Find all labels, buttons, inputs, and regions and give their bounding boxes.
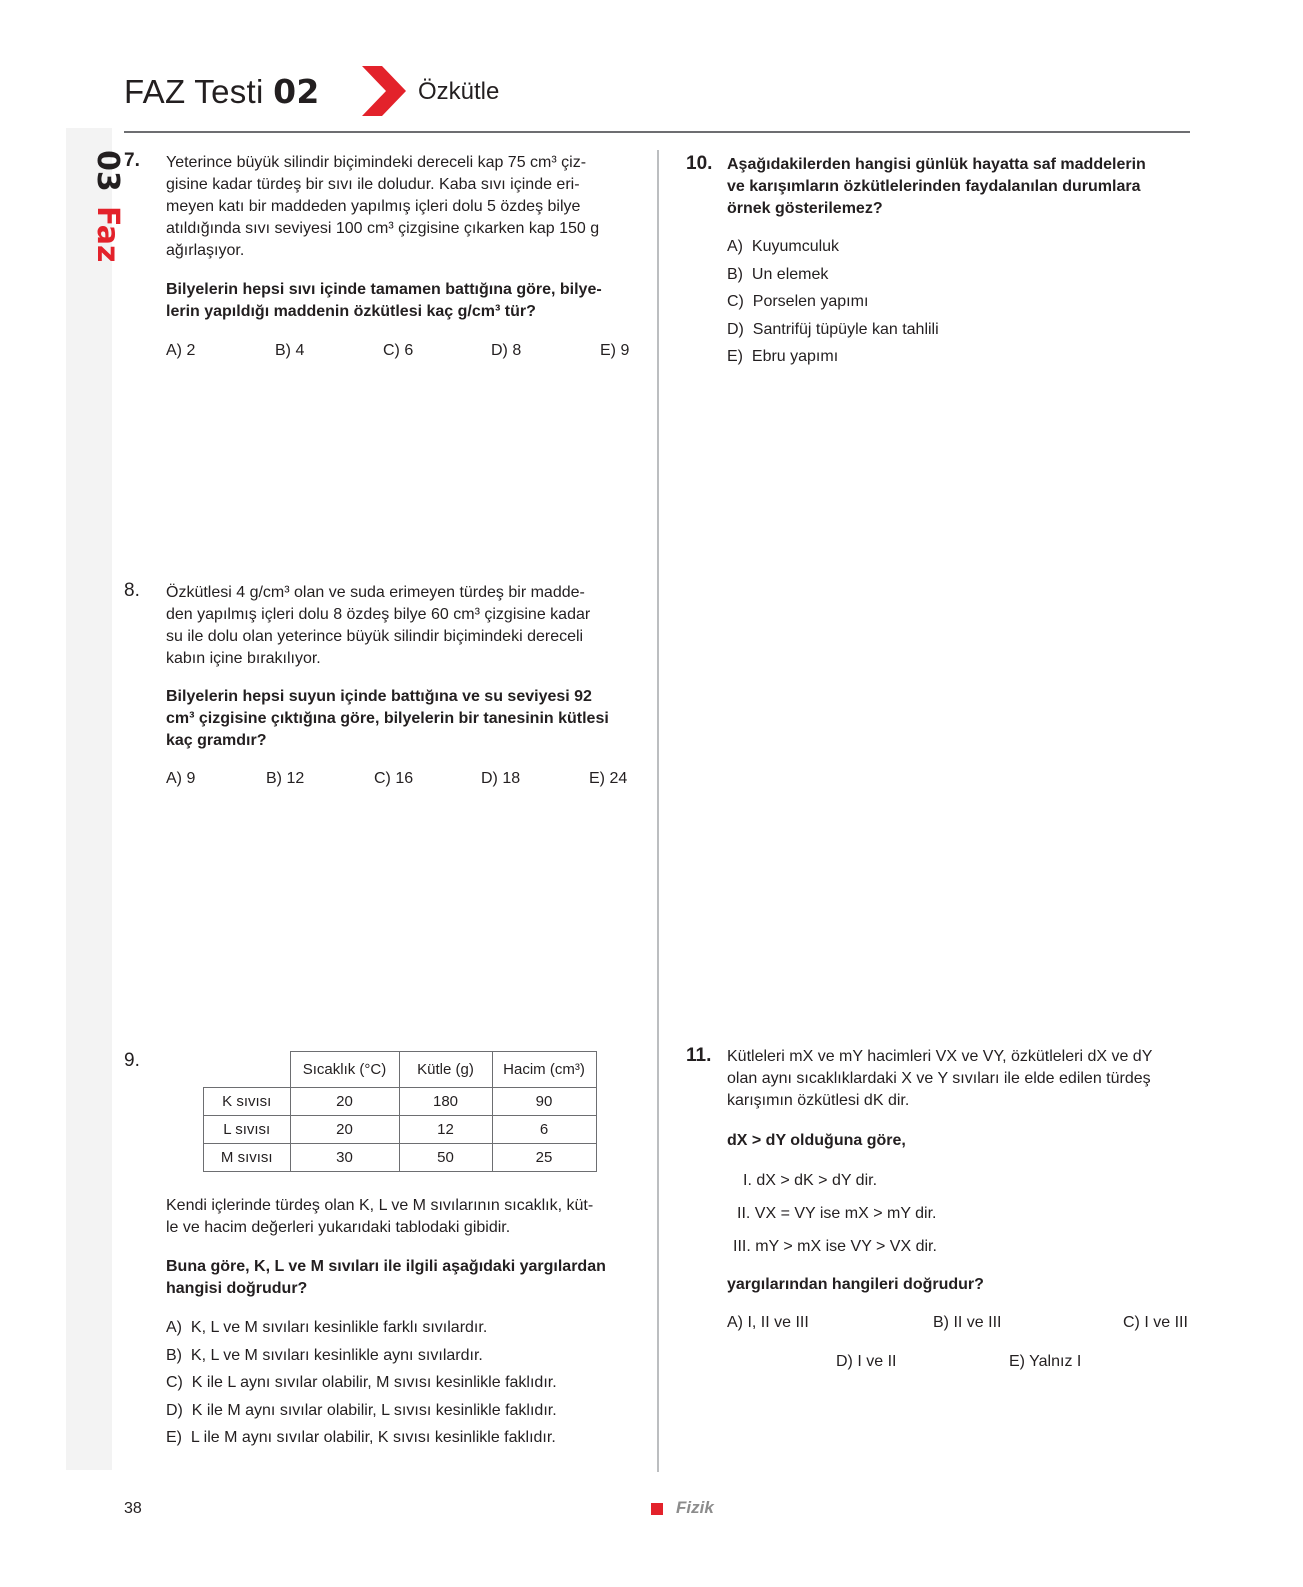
sidebar-brand: Faz (90, 206, 125, 263)
q11-choice-a[interactable]: A) I, II ve III (727, 1314, 809, 1331)
q11-choice-d[interactable]: D) I ve II (836, 1353, 897, 1370)
q7-choice-b[interactable]: B) 4 (275, 342, 305, 359)
choice-letter: D) (727, 320, 744, 338)
q11-statement-3: III. mY > mX ise VY > VX dir. (733, 1238, 937, 1255)
q8-prompt (166, 686, 630, 752)
q9-prompt-line: Buna göre, K, L ve M sıvıları ile ilgili aşağıdaki yargılardan (166, 1258, 606, 1275)
table-cell: 30 (290, 1144, 399, 1172)
table-header-row (204, 1052, 597, 1088)
table-cell: 6 (492, 1116, 596, 1144)
q11-statement-2: II. VX = VY ise mX > mY dir. (737, 1205, 937, 1222)
q10-choice-a[interactable] (727, 233, 1187, 261)
q9-prompt-line: hangisi doğrudur? (166, 1280, 308, 1297)
page-number: 38 (124, 1500, 142, 1517)
table-header: Hacim (cm³) (492, 1052, 596, 1088)
q7-number: 7. (124, 150, 140, 171)
row-label: M sıvısı (204, 1144, 291, 1172)
q9-choice-d[interactable] (166, 1397, 636, 1425)
table-cell: 25 (492, 1144, 596, 1172)
q7-prompt-line: lerin yapıldığı maddenin özkütlesi kaç g/cm³ tür? (166, 303, 536, 320)
choice-text: Un elemek (751, 265, 829, 283)
red-square-icon (651, 1503, 663, 1515)
q11-stem-line: olan aynı sıcaklıklardaki X ve Y sıvıları ile elde edilen türdeş (727, 1070, 1151, 1087)
q7-stem-line: atıldığında sıvı seviyesi 100 cm³ çizgisine çıkarken kap 150 g (166, 220, 600, 237)
chevron-right-icon (362, 66, 406, 116)
table-row (204, 1088, 597, 1116)
page-title (124, 72, 320, 111)
q10-prompt-line: örnek gösterilemez? (727, 200, 883, 217)
q10-choice-c[interactable] (727, 288, 1187, 316)
q8-stem-line: Özkütlesi 4 g/cm³ olan ve suda erimeyen türdeş bir madde- (166, 584, 585, 601)
choice-letter: C) (727, 293, 744, 310)
q8-stem-line: kabın içine bırakılıyor. (166, 650, 321, 667)
q9-choice-e[interactable] (166, 1424, 636, 1452)
q7-stem-line: gisine kadar türdeş bir sıvı ile doludur. Kaba sıvı içinde eri- (166, 176, 580, 193)
choice-letter: E) (166, 1429, 182, 1446)
table-header: Kütle (g) (399, 1052, 492, 1088)
q11-stem-line: Kütleleri mX ve mY hacimleri VX ve VY, özkütleleri dX ve dY (727, 1048, 1153, 1065)
q8-choice-d[interactable]: D) 18 (481, 770, 521, 787)
q9-choices (166, 1314, 636, 1452)
choice-text: Santrifüj tüpüyle kan tahlili (752, 320, 939, 338)
q9-prompt (166, 1256, 630, 1300)
q8-choice-b[interactable]: B) 12 (266, 770, 305, 787)
q10-number: 10. (686, 153, 713, 174)
q8-choice-e[interactable]: E) 24 (589, 770, 628, 787)
column-divider (657, 150, 659, 1472)
table-cell: 50 (399, 1144, 492, 1172)
table-cell: 180 (399, 1088, 492, 1116)
q9-stem (166, 1195, 630, 1239)
q7-stem (166, 152, 630, 262)
table-row (204, 1144, 597, 1172)
choice-text: K, L ve M sıvıları kesinlikle aynı sıvılardır. (190, 1346, 483, 1364)
q7-prompt-line: Bilyelerin hepsi sıvı içinde tamamen battığına göre, bilye- (166, 281, 602, 298)
q11-choice-b[interactable]: B) II ve III (933, 1314, 1002, 1331)
q11-prompt: yargılarından hangileri doğrudur? (727, 1276, 984, 1293)
choice-text: Kuyumculuk (751, 238, 840, 255)
choice-text: Porselen yapımı (752, 293, 869, 310)
q11-number: 11. (686, 1045, 712, 1066)
table-cell: 90 (492, 1088, 596, 1116)
q9-choice-a[interactable] (166, 1314, 636, 1342)
q10-choice-b[interactable] (727, 261, 1187, 289)
q11-condition: dX > dY olduğuna göre, (727, 1132, 906, 1149)
q7-choice-e[interactable]: E) 9 (600, 342, 630, 359)
header-rule (124, 131, 1190, 133)
sidebar-strip (66, 128, 112, 1470)
choice-letter: C) (166, 1374, 183, 1391)
q10-prompt (727, 154, 1191, 220)
table-cell: 20 (290, 1088, 399, 1116)
choice-letter: B) (166, 1346, 182, 1364)
subject-label: Fizik (676, 1498, 714, 1517)
q7-stem-line: ağırlaşıyor. (166, 242, 245, 259)
q8-prompt-line: kaç gramdır? (166, 732, 267, 749)
test-number: 02 (273, 72, 320, 111)
q7-choice-a[interactable]: A) 2 (166, 342, 196, 359)
q10-choices (727, 233, 1187, 371)
q10-prompt-line: Aşağıdakilerden hangisi günlük hayatta saf maddelerin (727, 156, 1146, 173)
q7-choice-c[interactable]: C) 6 (383, 342, 414, 359)
row-label: K sıvısı (204, 1088, 291, 1116)
q7-prompt (166, 279, 630, 323)
q10-choice-e[interactable] (727, 343, 1187, 371)
q9-stem-line: le ve hacim değerleri yukarıdaki tablodaki gibidir. (166, 1219, 511, 1236)
choice-text: K ile L aynı sıvılar olabilir, M sıvısı kesinlikle faklıdır. (191, 1374, 557, 1391)
choice-letter: E) (727, 348, 743, 365)
q8-stem (166, 582, 630, 670)
q9-choice-c[interactable] (166, 1369, 636, 1397)
q8-prompt-line: cm³ çizgisine çıktığına göre, bilyelerin bir tanesinin kütlesi (166, 710, 609, 727)
q10-choice-d[interactable] (727, 316, 1187, 344)
q8-number: 8. (124, 580, 140, 601)
choice-letter: B) (727, 265, 743, 283)
q11-statement-1: I. dX > dK > dY dir. (743, 1172, 878, 1189)
q7-stem-line: Yeterince büyük silindir biçimindeki dereceli kap 75 cm³ çiz- (166, 154, 587, 171)
q9-data-table (203, 1051, 597, 1172)
q8-stem-line: su ile dolu olan yeterince büyük silindir biçimindeki dereceli (166, 628, 584, 645)
q11-stem-line: karışımın özkütlesi dK dir. (727, 1092, 910, 1109)
topic-title: Özkütle (418, 78, 500, 105)
row-label: L sıvısı (204, 1116, 291, 1144)
choice-letter: D) (166, 1401, 183, 1419)
table-cell: 12 (399, 1116, 492, 1144)
choice-text: Ebru yapımı (751, 348, 839, 365)
q9-choice-b[interactable] (166, 1342, 636, 1370)
table-cell: 20 (290, 1116, 399, 1144)
table-row (204, 1116, 597, 1144)
choice-letter: A) (166, 1319, 182, 1336)
q11-stem (727, 1046, 1191, 1112)
q8-stem-line: den yapılmış içleri dolu 8 özdeş bilye 60 cm³ çizgisine kadar (166, 606, 591, 623)
q9-number: 9. (124, 1050, 140, 1071)
q8-choice-c[interactable]: C) 16 (374, 770, 414, 787)
q11-choice-e[interactable]: E) Yalnız I (1009, 1353, 1082, 1370)
q9-stem-line: Kendi içlerinde türdeş olan K, L ve M sıvılarının sıcaklık, küt- (166, 1197, 594, 1214)
q8-choice-a[interactable]: A) 9 (166, 770, 196, 787)
choice-text: K ile M aynı sıvılar olabilir, L sıvısı kesinlikle faklıdır. (191, 1401, 557, 1419)
faz-03-logo (56, 150, 125, 263)
test-prefix: FAZ Testi (124, 73, 264, 110)
q10-prompt-line: ve karışımların özkütlelerinden faydalanılan durumlara (727, 178, 1141, 195)
choice-letter: A) (727, 238, 743, 255)
table-header: Sıcaklık (°C) (290, 1052, 399, 1088)
q7-choice-d[interactable]: D) 8 (491, 342, 522, 359)
q11-choice-c[interactable]: C) I ve III (1123, 1314, 1188, 1331)
q8-prompt-line: Bilyelerin hepsi suyun içinde battığına ve su seviyesi 92 (166, 688, 592, 705)
q7-stem-line: meyen katı bir maddeden yapılmış içleri dolu 5 özdeş bilye (166, 198, 581, 215)
choice-text: L ile M aynı sıvılar olabilir, K sıvısı kesinlikle faklıdır. (190, 1429, 556, 1446)
choice-text: K, L ve M sıvıları kesinlikle farklı sıvılardır. (190, 1319, 488, 1336)
sidebar-number: 03 (90, 150, 125, 192)
